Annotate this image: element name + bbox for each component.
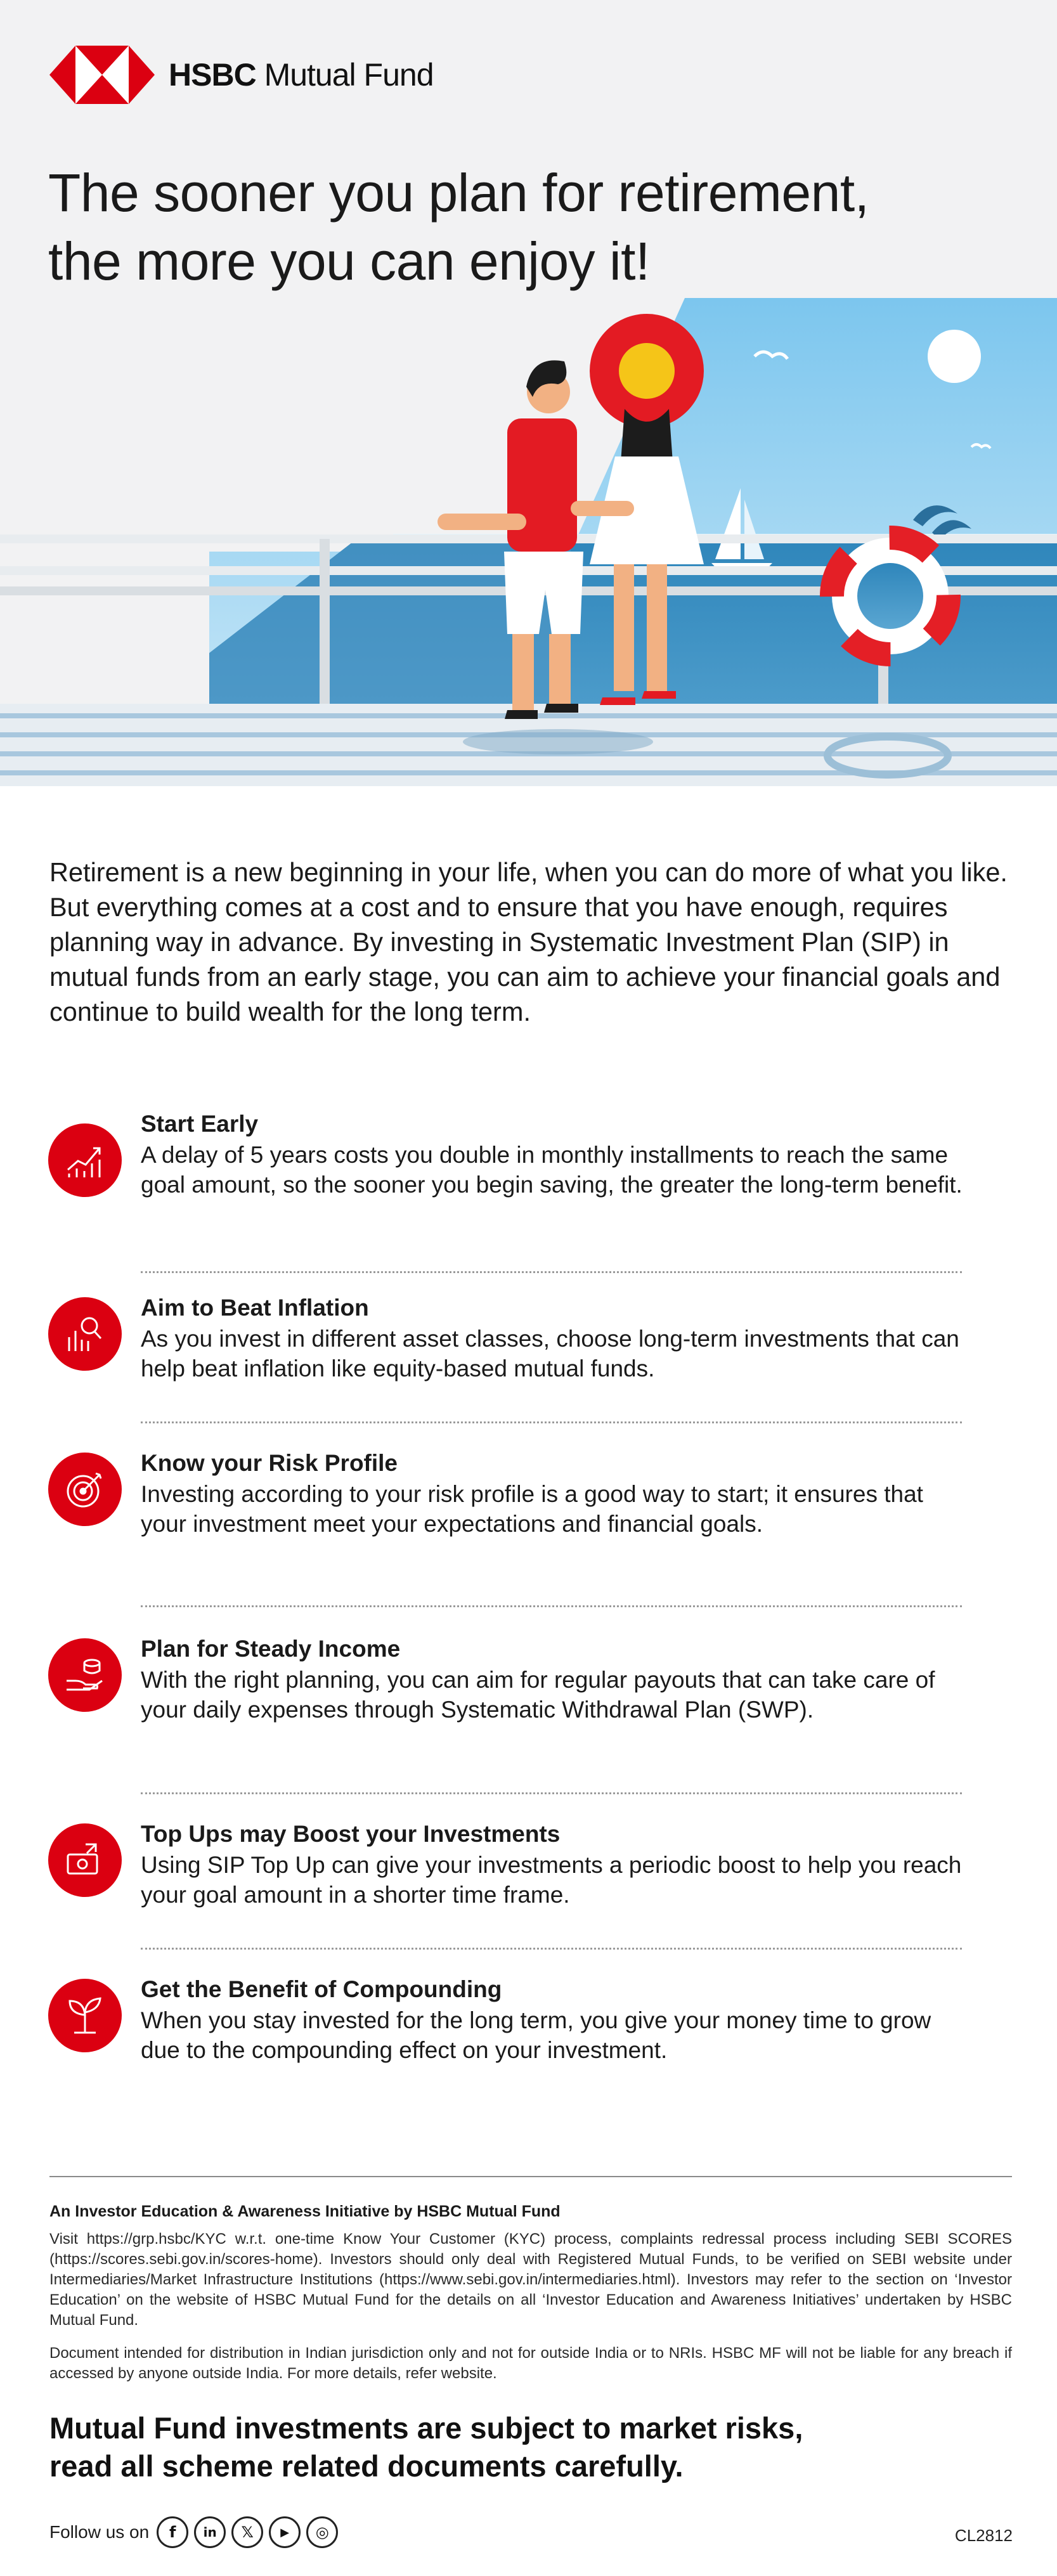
tip-title: Plan for Steady Income [141,1636,401,1662]
instagram-icon[interactable]: ◎ [306,2516,338,2548]
follow-label: Follow us on [49,2522,150,2542]
intro-paragraph: Retirement is a new beginning in your life, when you can do more of what you like. But everything comes at a cost and to ensure that you have enough, requires planning way in advance. By investing in Systematic Investment Plan (SIP) in mutual funds from an early stage, you can aim to achieve your financial goals and continue to build wealth for the long term. [49,857,1008,1026]
social-follow [49,2516,344,2549]
tip-title: Start Early [141,1111,259,1137]
headline-line-2: the more you can enjoy it! [48,231,650,291]
target-icon [48,1453,122,1526]
inflation-magnifier-icon [48,1297,122,1371]
tip-title: Top Ups may Boost your Investments [141,1821,561,1847]
brand-name-rest: Mutual Fund [256,57,434,93]
tip-body: As you invest in different asset classes, choose long-term investments that can help beat inflation like equity-based mutual funds. [141,1326,959,1382]
hand-coins-icon [48,1638,122,1712]
divider [141,1948,962,1950]
footer-divider [49,2176,1012,2177]
divider [141,1605,962,1607]
brand-name-bold: HSBC [169,57,256,93]
jurisdiction-disclaimer: Document intended for distribution in Indian jurisdiction only and not for outside India or to NRIs. HSBC MF will not be liable for any breach if accessed by anyone outside India. For more details, refer website. [49,2345,1012,2382]
sprout-icon [48,1979,122,2052]
divider [141,1271,962,1273]
hsbc-hexagon-logo-icon [49,46,155,104]
tip-body: With the right planning, you can aim for regular payouts that can take care of your daily expenses through Systematic Withdrawal Plan (SWP). [141,1667,935,1723]
money-boost-icon [48,1823,122,1897]
headline-line-1: The sooner you plan for retirement, [48,163,869,223]
risk-warning [49,2409,1001,2485]
brand-header [49,46,434,104]
risk-warning-line-1: Mutual Fund investments are subject to market risks, [49,2411,803,2445]
x-icon[interactable]: 𝕏 [231,2516,263,2548]
facebook-icon[interactable]: f [157,2516,188,2548]
tip-body: When you stay invested for the long term, you give your money time to grow due to the compounding effect on your investment. [141,2007,931,2063]
tip-title: Aim to Beat Inflation [141,1295,369,1321]
tip-body: Using SIP Top Up can give your investments a periodic boost to help you reach your goal amount in a shorter time frame. [141,1852,962,1908]
tip-body: A delay of 5 years costs you double in monthly installments to reach the same goal amount, so the sooner you begin saving, the greater the long-term benefit. [141,1142,963,1198]
divider [141,1792,962,1794]
document-code: CL2812 [954,2526,1013,2545]
footer-title: An Investor Education & Awareness Initiative by HSBC Mutual Fund [49,2203,561,2220]
retirement-couple-illustration [0,298,1057,786]
linkedin-icon[interactable]: in [194,2516,226,2548]
tip-body: Investing according to your risk profile is a good way to start; it ensures that your investment meet your expectations and financial goals. [141,1481,923,1537]
tip-title: Know your Risk Profile [141,1450,398,1476]
risk-warning-line-2: read all scheme related documents carefully. [49,2449,684,2483]
tip-title: Get the Benefit of Compounding [141,1976,502,2002]
kyc-disclaimer: Visit https://grp.hsbc/KYC w.r.t. one-time Know Your Customer (KYC) process, complaints redressal process including SEBI SCORES (https://scores.sebi.gov.in/scores-home). Investors should only deal with Registered Mutual Funds, to be verified on SEBI website under Intermediaries/Market Infrastructure Institutions (https://www.sebi.gov.in/intermediaries.html). Investors may refer to the section on ‘Investor Education’ on the website of HSBC Mutual Fund for the details on all ‘Investor Education and Awareness Initiatives’ undertaken by HSBC Mutual Fund. [49,2230,1012,2329]
growth-chart-icon [48,1123,122,1197]
youtube-icon[interactable]: ▶ [269,2516,301,2548]
page-headline [48,159,999,295]
divider [141,1421,962,1423]
brand-name [169,56,434,93]
